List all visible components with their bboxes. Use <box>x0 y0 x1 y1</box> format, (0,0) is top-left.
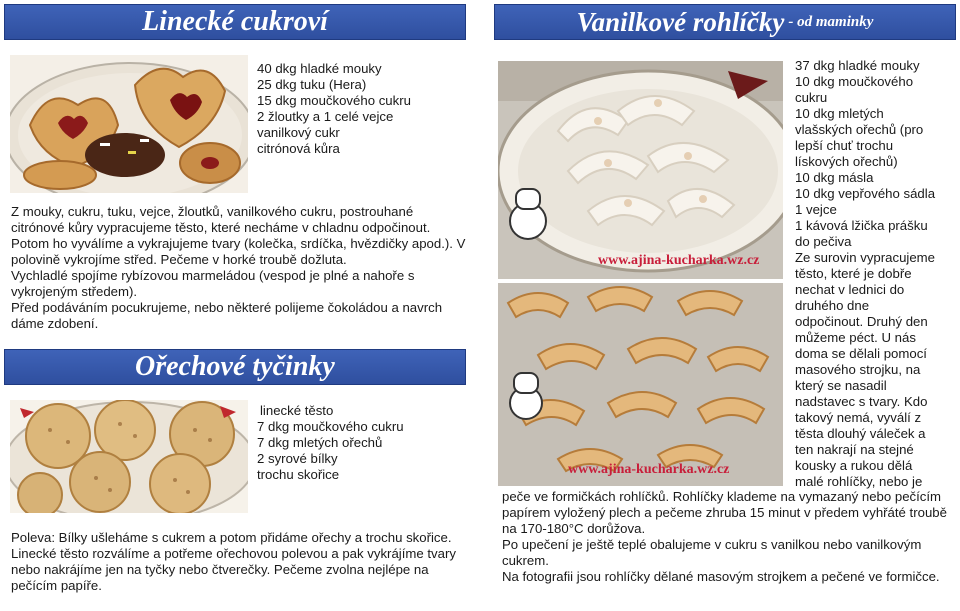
vanilkove-photo-top <box>498 61 783 279</box>
orechove-instructions <box>11 530 466 594</box>
watermark: www.ajina-kucharka.wz.cz <box>568 462 730 477</box>
ingredient: 15 dkg moučkového cukru <box>257 93 411 108</box>
text-line: kousky a rukou dělá <box>795 458 913 473</box>
paragraph: Po upečení je ještě teplé obalujeme v cukru s vanilkou nebo vanilkovým cukrem. <box>502 537 922 568</box>
text-line: ten nakrají na stejné <box>795 442 914 457</box>
ingredient: 25 dkg tuku (Hera) <box>257 77 367 92</box>
text-line: můžeme péct. U nás <box>795 330 916 345</box>
orechove-photo <box>10 400 248 513</box>
text-line: lískových ořechů) <box>795 154 898 169</box>
paragraph: Linecké těsto rozválíme a potřeme ořechovou polevou a pak vykrájíme tvary nebo nakrájíme jen na tyčky nebo čtverečky. Pečeme zvolna nejlépe na pečícím papíře. <box>11 546 456 593</box>
text-line: 1 kávová lžička prášku <box>795 218 928 233</box>
orechove-ingredients <box>257 403 462 483</box>
linecke-title-banner <box>4 4 466 40</box>
text-line: cukru <box>795 90 828 105</box>
text-line: 10 dkg mletých <box>795 106 884 121</box>
text-line: nechat v lednici do <box>795 282 905 297</box>
paragraph: Na fotografii jsou rohlíčky dělané masovým strojkem a pečené ve formičce. <box>502 569 940 584</box>
ingredient: 2 syrové bílky <box>257 451 338 466</box>
text-line: doma se dělali pomocí <box>795 346 927 361</box>
text-line: 1 vejce <box>795 202 837 217</box>
text-line: 37 dkg hladké mouky <box>795 58 920 73</box>
paragraph: Poleva: Bílky ušleháme s cukrem a potom přidáme ořechy a trochu skořice. <box>11 530 452 545</box>
ingredient: 7 dkg moučkového cukru <box>257 419 404 434</box>
paragraph: Z mouky, cukru, tuku, vejce, žloutků, vanilkového cukru, postrouhané citrónové kůry vypracujeme těsto, které necháme v chladnu odpočinout. Potom ho vyválíme a vykrajujeme tvary (kolečka, srdíčka, hvězdičky apod.). V polovině vykrojíme střed. Pečeme v horké troubě dožluta. <box>11 204 466 267</box>
text-line: odpočinout. Druhý den <box>795 314 928 329</box>
linecke-instructions <box>11 204 466 332</box>
linecke-ingredients <box>257 61 462 157</box>
orechove-title: Ořechové tyčinky <box>135 351 335 382</box>
ingredient: vanilkový cukr <box>257 125 340 140</box>
text-line: těsta dlouhý váleček a <box>795 426 926 441</box>
orechove-title-banner <box>4 349 466 385</box>
text-line: takový nemá, vyválí z <box>795 410 922 425</box>
ingredient: citrónová kůra <box>257 141 340 156</box>
text-line: malé rohlíčky, nebo je <box>795 474 923 489</box>
text-line: který se nasadil <box>795 378 887 393</box>
text-line: Ze surovin vypracujeme <box>795 250 935 265</box>
paragraph: Vychladlé spojíme rybízovou marmeládou (vespod je plné a nahoře s vykrojeným středem). <box>11 268 415 299</box>
ingredient: trochu skořice <box>257 467 340 482</box>
text-line: vlašských ořechů (pro <box>795 122 924 137</box>
text-line: do pečiva <box>795 234 852 249</box>
vanilkove-title: Vanilkové rohlíčky <box>576 6 785 37</box>
ingredient: 7 dkg mletých ořechů <box>257 435 383 450</box>
text-line: 10 dkg vepřového sádla <box>795 186 936 201</box>
paragraph: Před podáváním pocukrujeme, nebo některé polijeme čokoládou a navrch dáme zdobení. <box>11 300 443 331</box>
text-line: druhého dne <box>795 298 870 313</box>
text-line: masového strojku, na <box>795 362 921 377</box>
text-line: 10 dkg másla <box>795 170 874 185</box>
vanilkove-photo-bottom <box>498 283 783 486</box>
text-line: těsto, které je dobře <box>795 266 912 281</box>
linecke-photo <box>10 55 248 193</box>
vanilkove-title-banner <box>494 4 956 40</box>
ingredient: 40 dkg hladké mouky <box>257 61 382 76</box>
ingredient: linecké těsto <box>260 403 334 418</box>
paragraph: peče ve formičkách rohlíčků. Rohlíčky klademe na vymazaný nebo pečícím papírem vyložený plech a pečeme zhruba 15 minut v předem vyhřáté troubě na 170-180°C dorůžova. <box>502 489 947 536</box>
watermark: www.ajina-kucharka.wz.cz <box>598 253 760 268</box>
vanilkove-ingredients-column <box>795 58 957 490</box>
text-line: lepší chuť trochu <box>795 138 894 153</box>
text-line: 10 dkg moučkového <box>795 74 914 89</box>
text-line: nadstavec s tvary. Kdo <box>795 394 928 409</box>
linecke-title: Linecké cukroví <box>142 6 328 37</box>
vanilkove-subtitle: - od maminky <box>788 13 874 30</box>
vanilkove-instructions <box>502 489 954 585</box>
ingredient: 2 žloutky a 1 celé vejce <box>257 109 394 124</box>
